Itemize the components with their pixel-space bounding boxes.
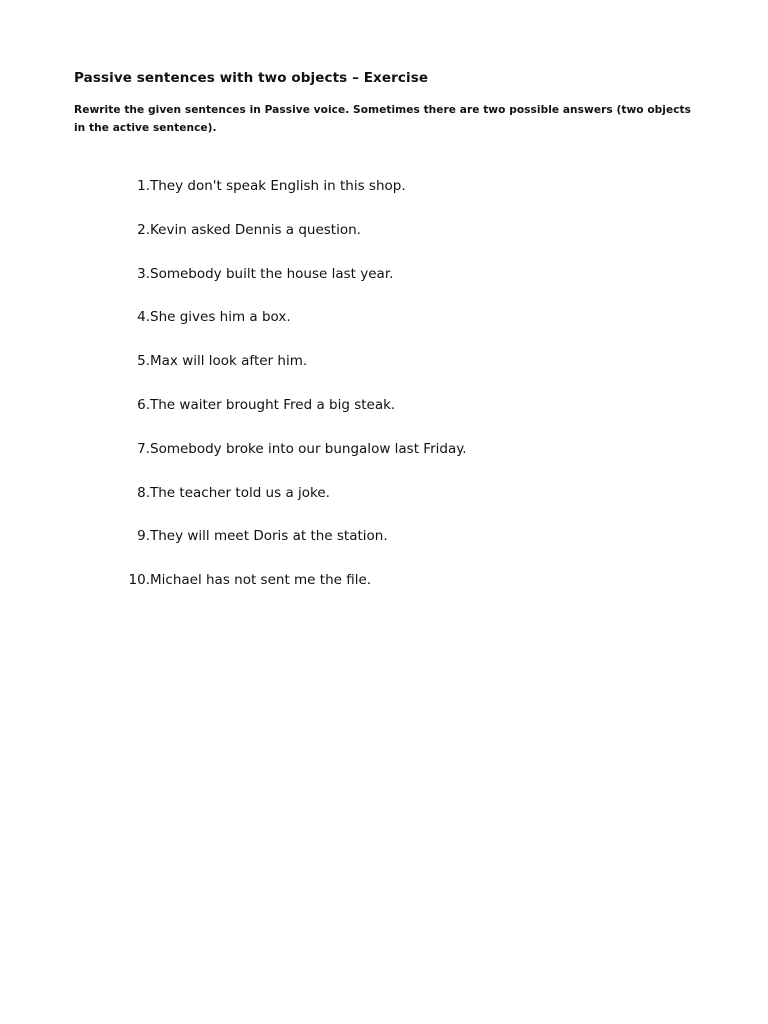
list-item	[124, 218, 684, 262]
item-number: 4.	[137, 309, 150, 326]
item-number: 1.	[137, 178, 150, 194]
exercise-list	[124, 174, 684, 612]
item-text: The teacher told us a joke.	[150, 484, 330, 501]
list-item	[124, 568, 684, 612]
item-text: They don't speak English in this shop.	[150, 178, 406, 194]
item-text: Somebody built the house last year.	[150, 265, 394, 282]
item-number: 3.	[137, 265, 150, 282]
item-text: Kevin asked Dennis a question.	[150, 221, 361, 238]
item-number: 8.	[137, 484, 150, 501]
item-text: Somebody broke into our bungalow last Friday.	[150, 440, 467, 457]
item-text: They will meet Doris at the station.	[150, 528, 388, 545]
list-item	[124, 393, 684, 437]
list-item	[124, 262, 684, 306]
item-number: 6.	[137, 396, 150, 413]
page-title: Passive sentences with two objects – Exercise	[74, 70, 429, 86]
item-number: 7.	[137, 440, 150, 457]
item-number: 5.	[137, 353, 150, 370]
item-text: The waiter brought Fred a big steak.	[150, 396, 396, 413]
instructions-text: Rewrite the given sentences in Passive voice. Sometimes there are two possible answers (two objects in the active sentence).	[74, 104, 692, 134]
list-item	[124, 437, 684, 481]
list-item	[124, 349, 684, 393]
item-number: 2.	[137, 221, 150, 238]
item-text: Max will look after him.	[150, 353, 308, 370]
item-text: She gives him a box.	[150, 309, 291, 326]
item-number: 10.	[128, 572, 150, 589]
list-item	[124, 524, 684, 568]
list-item	[124, 305, 684, 349]
item-number: 9.	[137, 528, 150, 545]
item-text: Michael has not sent me the file.	[150, 572, 372, 589]
list-item	[124, 174, 684, 218]
list-item	[124, 481, 684, 525]
